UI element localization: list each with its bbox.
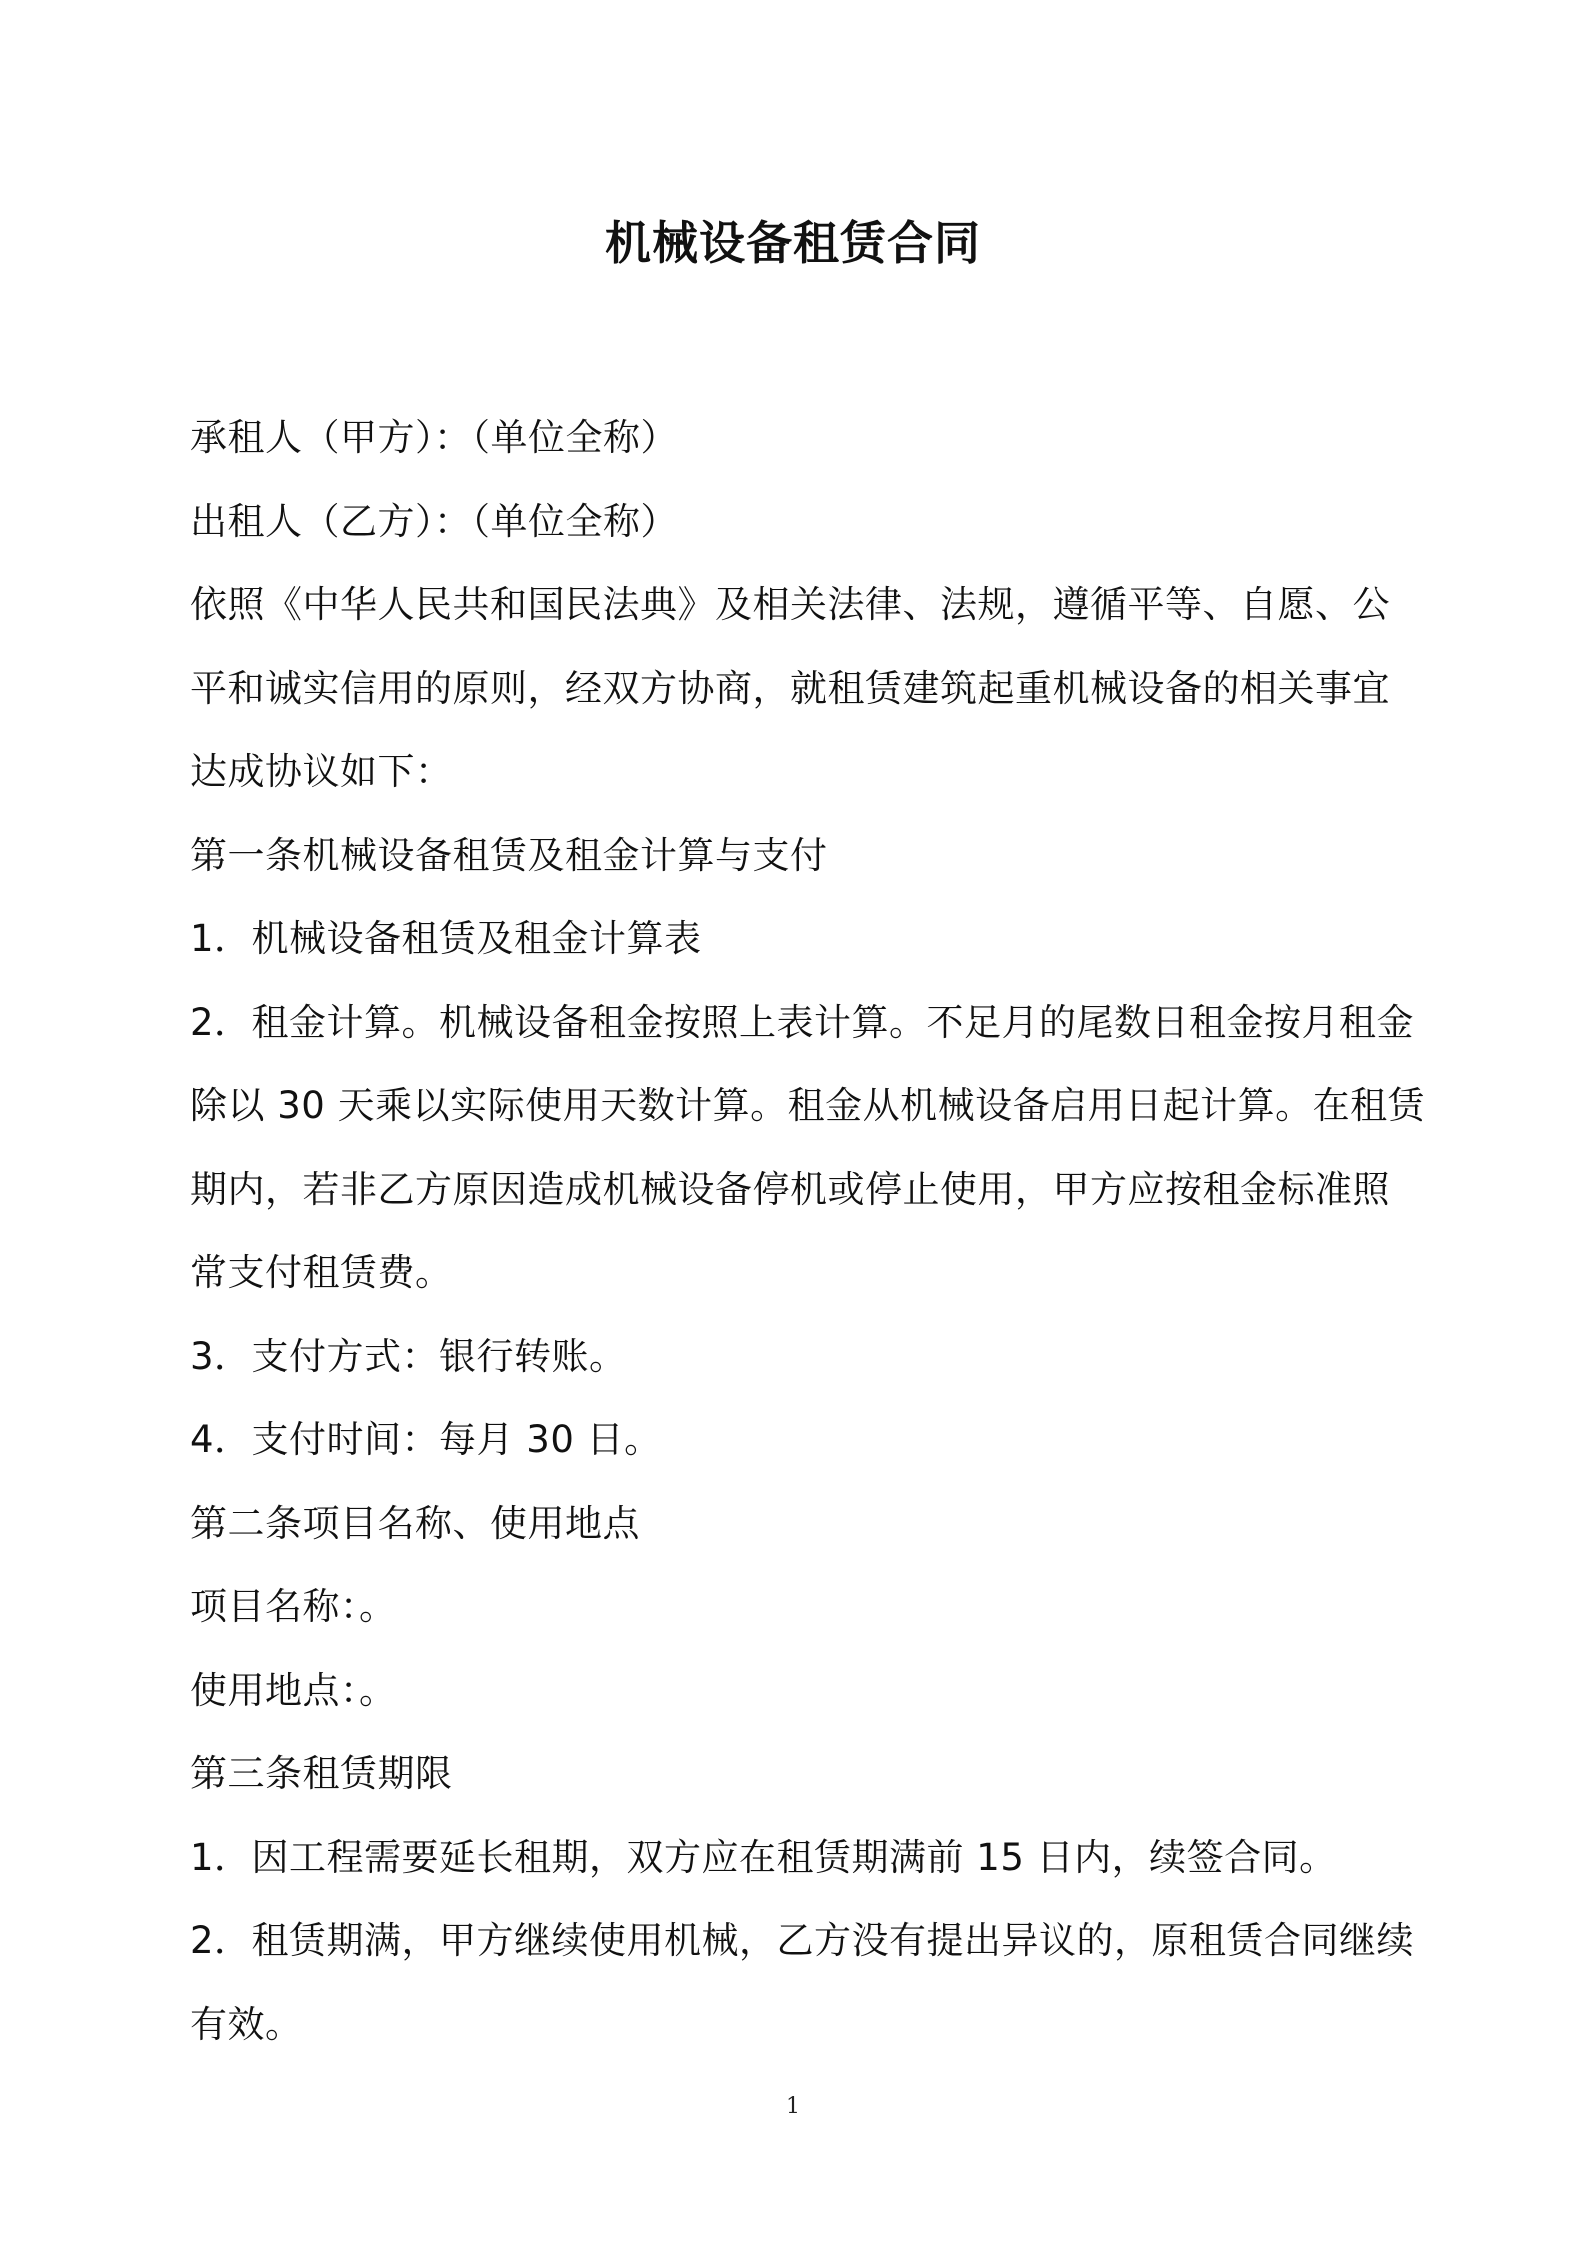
usage-location-line: 使用地点：。	[190, 1668, 397, 1712]
article-1-item-4: 4．支付时间：每月 30 日。	[190, 1418, 662, 1461]
article-3-item-1: 1．因工程需要延长租期，双方应在租赁期满前 15 日内，续签合同。	[190, 1835, 1337, 1879]
preamble-line-3: 达成协议如下：	[190, 750, 453, 793]
article-3-heading: 第三条租赁期限	[190, 1752, 453, 1795]
document-body	[190, 396, 1426, 2066]
article-1-heading: 第一条机械设备租赁及租金计算与支付	[190, 833, 828, 877]
article-1-item-1: 1．机械设备租赁及租金计算表	[190, 917, 702, 960]
document-title: 机械设备租赁合同	[605, 216, 981, 270]
page-number: 1	[786, 2094, 800, 2119]
preamble-line-1: 依照《中华人民共和国民法典》及相关法律、法规，遵循平等、自愿、公	[190, 583, 1390, 626]
article-3-item-2-line-2: 有效。	[190, 2002, 303, 2046]
article-1-item-2-line-2: 除以 30 天乘以实际使用天数计算。租金从机械设备启用日起计算。在租赁	[190, 1084, 1426, 1127]
article-1-item-2-line-3: 期内，若非乙方原因造成机械设备停机或停止使用，甲方应按租金标准照	[190, 1167, 1390, 1211]
article-3-item-2-line-1: 2．租赁期满，甲方继续使用机械，乙方没有提出异议的，原租赁合同继续	[190, 1919, 1415, 1962]
lessor-line: 出租人（乙方）：（单位全称）	[190, 499, 678, 543]
project-name-line: 项目名称：。	[190, 1585, 397, 1628]
article-2-heading: 第二条项目名称、使用地点	[190, 1501, 640, 1545]
preamble-line-2: 平和诚实信用的原则，经双方协商，就租赁建筑起重机械设备的相关事宜	[190, 666, 1390, 710]
article-1-item-2-line-4: 常支付租赁费。	[190, 1251, 453, 1294]
lessee-line: 承租人（甲方）：（单位全称）	[190, 416, 678, 459]
article-1-item-3: 3．支付方式：银行转账。	[190, 1334, 627, 1378]
article-1-item-2-line-1: 2．租金计算。机械设备租金按照上表计算。不足月的尾数日租金按月租金	[190, 1000, 1415, 1044]
